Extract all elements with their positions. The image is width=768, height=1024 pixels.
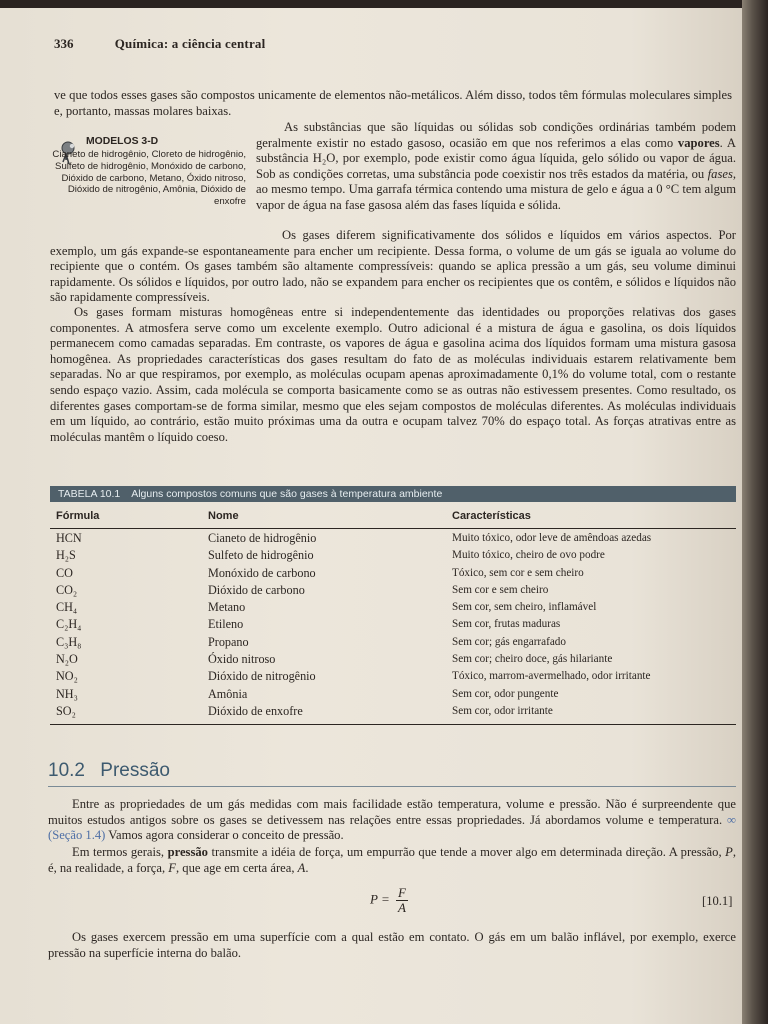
cell-formula: NO₂: [56, 669, 78, 684]
table-row: [50, 634, 736, 651]
page-number: 336: [54, 36, 74, 51]
cell-name: Dióxido de carbono: [208, 582, 305, 597]
section-title: Pressão: [100, 760, 170, 781]
paragraph-pressure-definition: Em termos gerais, pressão transmite a idéia de força, um empurrão que tende a mover algo em determinada direção. A pressão, P, é, na realidade, a força, F, que age em certa área, A.: [48, 845, 736, 875]
table-row: [50, 616, 736, 633]
cell-name: Óxido nitroso: [208, 652, 276, 667]
margin-note-title: MODELOS 3-D: [86, 136, 159, 147]
section-rule: [48, 786, 736, 787]
cell-characteristics: Muito tóxico, cheiro de ovo podre: [452, 549, 605, 562]
table-caption: Alguns compostos comuns que são gases à temperatura ambiente: [131, 488, 443, 500]
cell-characteristics: Sem cor, odor pungente: [452, 687, 559, 700]
table-row: [50, 599, 736, 616]
term-pressao: pressão: [167, 845, 208, 859]
running-header: [54, 36, 265, 52]
paragraph-gases-differ: Os gases diferem significativamente dos sólidos e líquidos em vários aspectos. Por exemplo, um gás expande-se espontaneamente para encher um recipiente. Dessa forma, o volume de um gás se iguala ao volume do recipiente que o contém. Os gases também são altamente compressíveis: quando se aplica pressão a um gás, seu volume diminui rapidamente. Os sólidos e líquidos, por outro lado, não se expandem para encher os recipientes que os contêm, e sólidos e líquidos não são rapidamente compressíveis.: [50, 228, 736, 305]
paragraph-intro: ve que todos esses gases são compostos unicamente de elementos não-metálicos. Além disso, todos têm fórmulas moleculares simples e, portanto, massas molares baixas.: [54, 88, 732, 118]
cell-formula: HCN: [56, 531, 82, 545]
cell-formula: N₂O: [56, 652, 78, 667]
table-row: [50, 582, 736, 599]
cell-characteristics: Muito tóxico, odor leve de amêndoas azedas: [452, 532, 652, 544]
equation-denominator: A: [397, 900, 406, 915]
table-title-bar: [50, 486, 736, 502]
paragraph-vapors: As substâncias que são líquidas ou sólidas sob condições ordinárias também podem geralmente existir no estado gasoso, ocasião em que nos referimos a elas como vapores. A substância H₂O, por exemplo, pode existir como água líquida, gelo sólido ou vapor de água. Sob as condições corretas, uma substância pode coexistir nos três estados da matéria, ou fases, ao mesmo tempo. Uma garrafa térmica contendo uma mistura de gelo e água a 0 °C tem algum vapor de água na fase gasosa além das fases líquida e sólida.: [256, 120, 736, 212]
cell-characteristics: Sem cor; gás engarrafado: [452, 635, 566, 648]
table-header-rule: [50, 528, 736, 529]
cell-characteristics: Sem cor, frutas maduras: [452, 618, 561, 631]
pressure-equation: [370, 886, 408, 915]
cell-formula: C₂H₄: [56, 617, 82, 632]
cell-characteristics: Sem cor, odor irritante: [452, 704, 553, 717]
cell-characteristics: Tóxico, sem cor e sem cheiro: [452, 566, 584, 579]
equation-lhs: P =: [370, 891, 390, 907]
cell-formula: CO₂: [56, 582, 78, 597]
table-row: [50, 686, 736, 703]
cell-formula: H₂S: [56, 548, 76, 563]
section-number: 10.2: [48, 760, 85, 781]
section-heading: [48, 760, 170, 782]
margin-note-text: Cianeto de hidrogênio, Cloreto de hidrogênio, Sulfeto de hidrogênio, Monóxido de carbono, Dióxido de carbono, Metano, Óxido nitroso, Dióxido de nitrogênio, Amônia, Dióxido de enxofre: [52, 149, 246, 208]
table-row: [50, 703, 736, 720]
cell-name: Cianeto de hidrogênio: [208, 531, 317, 545]
paragraph-pressure-intro: Entre as propriedades de um gás medidas com mais facilidade estão temperatura, volume e pressão. Não é surpreendente que muitos estudos antigos sobre os gases se detivessem nas relações entre essas propriedades. Já abordamos volume e temperatura. ∞ (Seção 1.4) Vamos agora considerar o conceito de pressão.: [48, 797, 736, 843]
table-header-formula: Fórmula: [56, 510, 100, 522]
paragraph-mixtures: Os gases formam misturas homogêneas entre si independentemente das identidades ou proporções relativas dos gases componentes. A atmosfera serve como um excelente exemplo. Outro adicional é a mistura de água e gasolina, os dois líquidos permanecem como camadas separadas. Em contraste, os vapores de água e gasolina acima dos líquidos formam uma mistura gasosa homogênea. As propriedades características dos gases resultam do fato de as moléculas individuais estarem relativamente bem separadas. No ar que respiramos, por exemplo, as moléculas ocupam apenas aproximadamente 0,1% do volume total, com o restante sendo espaço vazio. Assim, cada molécula se comporta basicamente como se as outras não estivessem presentes. Como resultado, os diferentes gases comportam-se de forma similar, mesmo que eles sejam compostos de moléculas diferentes. As moléculas individuais em um líquido, ao contrário, estão muito próximas uma da outra e ocupam talvez 70% do espaço total. As forças atrativas entre as moléculas mantêm o líquido coeso.: [50, 305, 736, 444]
table-bottom-rule: [50, 724, 736, 725]
cell-name: Etileno: [208, 617, 244, 632]
cell-formula: SO₂: [56, 703, 76, 718]
term-vapores: vapores: [677, 135, 720, 150]
cell-formula: CH₄: [56, 600, 78, 615]
cell-formula: C₃H₈: [56, 634, 82, 649]
cell-formula: NH₃: [56, 686, 78, 701]
table-header-name: Nome: [208, 510, 239, 522]
page-edge-shadow: [742, 0, 768, 1024]
table-row: [50, 668, 736, 685]
cell-characteristics: Sem cor e sem cheiro: [452, 583, 549, 596]
equation-fraction: [396, 886, 408, 915]
table-body: [50, 530, 736, 720]
table-row: [50, 565, 736, 582]
cell-name: Monóxido de carbono: [208, 565, 316, 580]
cell-formula: CO: [56, 565, 73, 580]
table-row: [50, 651, 736, 668]
table-row: [50, 547, 736, 564]
equation-numerator: F: [397, 885, 406, 900]
cell-characteristics: Sem cor; cheiro doce, gás hilariante: [452, 653, 613, 666]
table-header-characteristics: Características: [452, 510, 531, 522]
cell-characteristics: Tóxico, marrom-avermelhado, odor irritante: [452, 670, 651, 683]
book-title: Química: a ciência central: [114, 36, 266, 51]
cell-name: Propano: [208, 634, 249, 649]
cell-name: Metano: [208, 600, 246, 615]
cell-name: Dióxido de nitrogênio: [208, 669, 316, 684]
equation-number: [10.1]: [702, 894, 733, 908]
cell-name: Dióxido de enxofre: [208, 703, 303, 718]
cell-characteristics: Sem cor, sem cheiro, inflamável: [452, 601, 597, 614]
cell-name: Amônia: [208, 686, 248, 701]
table-label: TABELA 10.1: [58, 488, 121, 500]
table-row: [50, 530, 736, 547]
cell-name: Sulfeto de hidrogênio: [208, 548, 314, 563]
paragraph-balloon: Os gases exercem pressão em uma superfície com a qual estão em contato. O gás em um balão inflável, por exemplo, exerce pressão na superfície interna do balão.: [48, 930, 736, 960]
cross-reference-link[interactable]: ∞ (Seção 1.4): [48, 812, 736, 843]
